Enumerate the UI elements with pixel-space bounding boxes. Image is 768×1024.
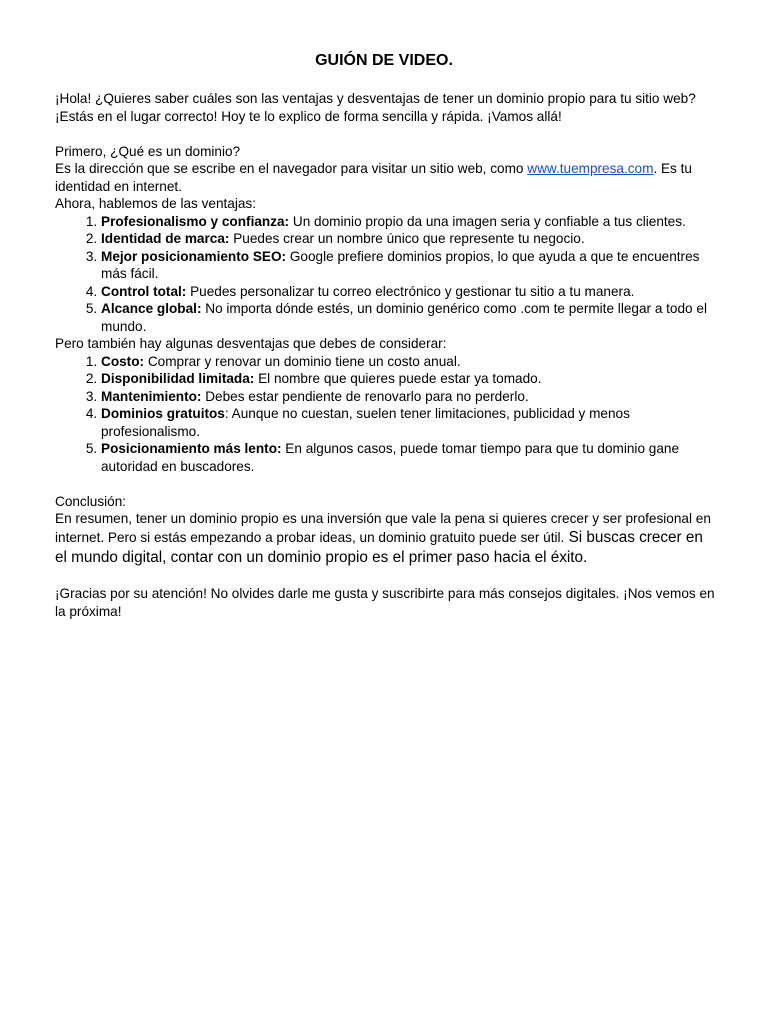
advantages-intro: Ahora, hablemos de las ventajas: xyxy=(55,196,257,211)
advantages-list xyxy=(55,213,717,336)
advantage-term: Mejor posicionamiento SEO: xyxy=(101,248,287,264)
definition-text-end: . Es tu identidad en internet. xyxy=(55,161,692,194)
advantage-term: Alcance global: xyxy=(101,301,202,316)
disadvantage-text: El nombre que quieres puede estar ya tomado. xyxy=(254,371,542,386)
advantage-term: Identidad de marca: xyxy=(101,231,230,246)
disadvantage-term: Costo: xyxy=(101,353,145,369)
advantage-term: Profesionalismo y confianza: xyxy=(101,213,290,229)
advantage-item xyxy=(101,230,717,248)
advantage-text: Puedes crear un nombre único que represente tu negocio. xyxy=(229,231,585,246)
disadvantage-term: Dominios gratuitos xyxy=(101,406,225,421)
tuempresa-link[interactable]: www.tuempresa.com xyxy=(527,161,654,176)
disadvantage-item xyxy=(101,405,717,440)
disadvantage-term: Posicionamiento más lento: xyxy=(101,441,282,456)
disadvantage-term: Disponibilidad limitada: xyxy=(101,371,255,386)
definition-paragraph xyxy=(55,160,717,195)
spacer xyxy=(55,568,717,586)
closing-paragraph: ¡Gracias por su atención! No olvides darle me gusta y suscribirte para más consejos digitales. ¡Nos vemos en la próxima! xyxy=(55,586,715,619)
spacer xyxy=(55,475,717,493)
conclusion-emphasis: Si buscas crecer en el mundo digital, contar con un dominio propio es el primer paso hacia el éxito. xyxy=(55,528,703,566)
document-title: GUIÓN DE VIDEO. xyxy=(315,52,453,69)
first-question: Primero, ¿Qué es un dominio? xyxy=(55,143,241,159)
disadvantage-text: Debes estar pendiente de renovarlo para no perderlo. xyxy=(201,388,529,404)
advantage-text: Un dominio propio da una imagen seria y confiable a tus clientes. xyxy=(289,213,686,229)
disadvantage-term: Mantenimiento: xyxy=(101,388,202,404)
conclusion-paragraph xyxy=(55,510,717,568)
document-body xyxy=(55,90,717,620)
conclusion-heading: Conclusión: xyxy=(55,493,127,509)
disadvantage-item xyxy=(101,440,717,475)
advantage-item xyxy=(101,248,717,283)
disadvantage-item xyxy=(101,353,717,371)
disadvantage-text: : Aunque no cuestan, suelen tener limitaciones, publicidad y menos profesionalismo. xyxy=(101,406,630,439)
disadvantage-text: Comprar y renovar un dominio tiene un costo anual. xyxy=(144,353,461,369)
disadvantage-item xyxy=(101,370,717,388)
advantage-item xyxy=(101,283,717,301)
advantage-text: Puedes personalizar tu correo electrónico y gestionar tu sitio a tu manera. xyxy=(186,283,635,299)
definition-text: Es la dirección que se escribe en el navegador para visitar un sitio web, como xyxy=(55,161,528,176)
disadvantage-text: En algunos casos, puede tomar tiempo para que tu dominio gane autoridad en buscadores. xyxy=(101,441,680,474)
advantage-text: Google prefiere dominios propios, lo que ayuda a que te encuentres más fácil. xyxy=(101,248,700,281)
conclusion-text: En resumen, tener un dominio propio es una inversión que vale la pena si quieres crecer y ser profesional en internet. Pero si estás empezando a probar ideas, un dominio gratuito puede ser útil. xyxy=(55,511,711,545)
advantage-term: Control total: xyxy=(101,283,187,299)
disadvantages-list xyxy=(55,353,717,476)
advantage-item xyxy=(101,300,717,335)
spacer xyxy=(55,125,717,143)
disadvantage-item xyxy=(101,388,717,406)
advantage-text: No importa dónde estés, un dominio genérico como .com te permite llegar a todo el mundo. xyxy=(101,301,707,334)
disadvantages-intro: Pero también hay algunas desventajas que debes de considerar: xyxy=(55,336,447,351)
advantage-item xyxy=(101,213,717,231)
intro-paragraph: ¡Hola! ¿Quieres saber cuáles son las ventajas y desventajas de tener un dominio propio para tu sitio web? ¡Estás en el lugar correcto! Hoy te lo explico de forma sencilla y rápida. ¡Vamos allá! xyxy=(55,91,696,124)
